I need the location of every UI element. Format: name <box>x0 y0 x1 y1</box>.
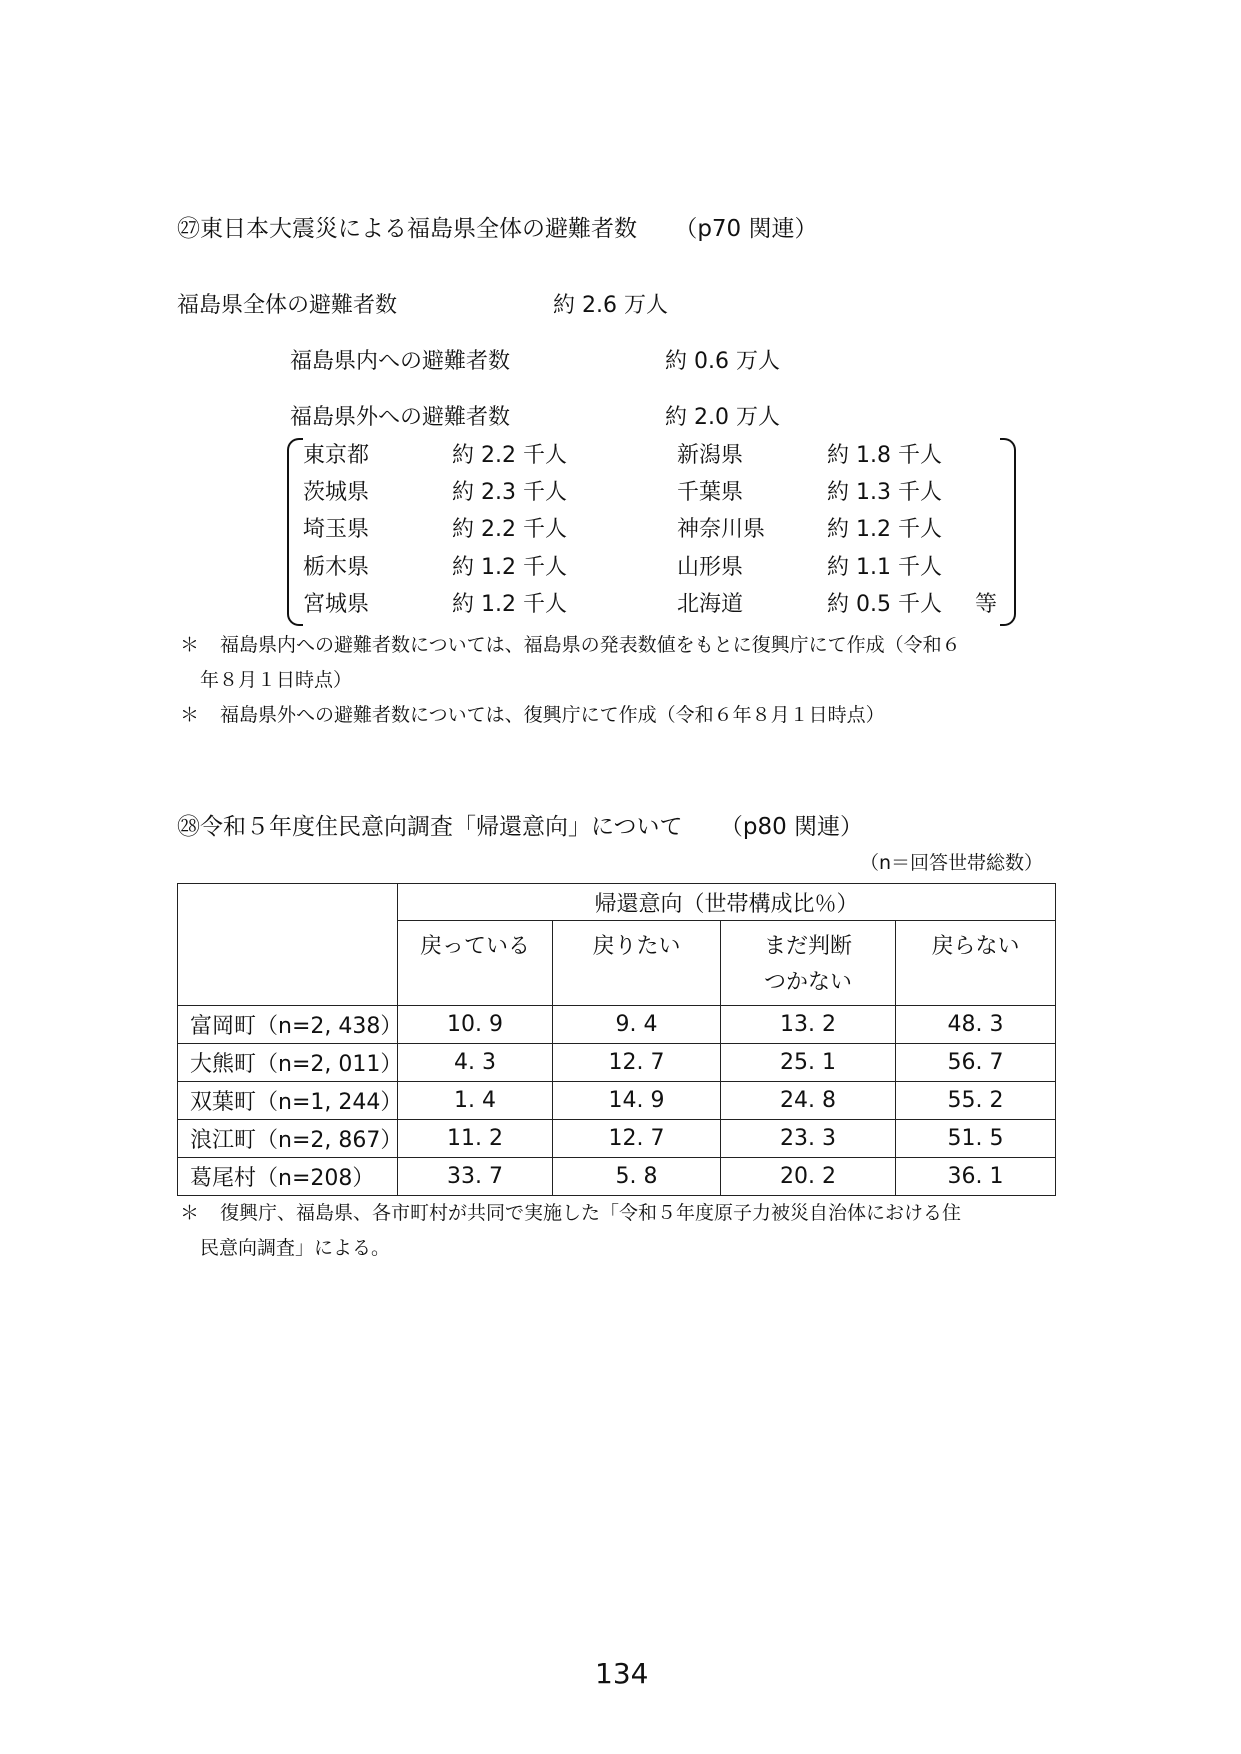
prefecture-value: 約 1.2 千人 <box>452 592 567 617</box>
table-row <box>178 1006 1056 1044</box>
prefecture-name: 神奈川県 <box>677 517 766 542</box>
column-header: 戻っている <box>398 921 553 1006</box>
prefecture-name: 山形県 <box>677 555 744 580</box>
page-number: 134 <box>595 1657 649 1690</box>
right-bracket <box>1000 438 1016 626</box>
prefecture-value: 約 0.5 千人 <box>827 592 942 617</box>
note2-text: 福島県外への避難者数については、復興庁にて作成（令和６年８月１日時点） <box>220 704 885 726</box>
note-mark: ＊ <box>180 634 200 656</box>
row-label: 大熊町（n=2, 011） <box>178 1044 398 1082</box>
table-cell: 13. 2 <box>721 1006 896 1044</box>
prefecture-name: 千葉県 <box>677 480 744 505</box>
row-label: 浪江町（n=2, 867） <box>178 1120 398 1158</box>
prefecture-value: 約 2.3 千人 <box>452 480 567 505</box>
inside-evacuees-label: 福島県内への避難者数 <box>290 349 511 374</box>
prefecture-value: 約 1.3 千人 <box>827 480 942 505</box>
table-cell: 51. 5 <box>896 1120 1056 1158</box>
note3-line1: 復興庁、福島県、各市町村が共同で実施した「令和５年度原子力被災自治体における住 <box>220 1202 962 1224</box>
prefecture-value: 約 2.2 千人 <box>452 443 567 468</box>
n-note: （n＝回答世帯総数） <box>860 852 1044 874</box>
total-evacuees-label: 福島県全体の避難者数 <box>177 293 398 318</box>
table-cell: 5. 8 <box>553 1158 721 1196</box>
row-label: 富岡町（n=2, 438） <box>178 1006 398 1044</box>
outside-evacuees-label: 福島県外への避難者数 <box>290 405 511 430</box>
table-cell: 14. 9 <box>553 1082 721 1120</box>
table-cell: 20. 2 <box>721 1158 896 1196</box>
table-cell: 25. 1 <box>721 1044 896 1082</box>
prefecture-value: 約 1.8 千人 <box>827 443 942 468</box>
column-header <box>721 921 896 1006</box>
table-row <box>178 1044 1056 1082</box>
left-bracket <box>287 438 303 626</box>
table-cell: 24. 8 <box>721 1082 896 1120</box>
table-cell: 55. 2 <box>896 1082 1056 1120</box>
column-header: 戻らない <box>896 921 1056 1006</box>
group-header: 帰還意向（世帯構成比％） <box>398 884 1056 921</box>
column-header: 戻りたい <box>553 921 721 1006</box>
prefecture-name: 栃木県 <box>303 555 370 580</box>
section27-heading <box>177 210 818 243</box>
prefecture-value: 約 1.2 千人 <box>827 517 942 542</box>
prefecture-value: 約 2.2 千人 <box>452 517 567 542</box>
prefecture-name: 新潟県 <box>677 443 744 468</box>
inside-evacuees-value: 約 0.6 万人 <box>665 349 780 374</box>
section28-heading <box>177 808 863 841</box>
row-label: 双葉町（n=1, 244） <box>178 1082 398 1120</box>
section27-title: ㉗東日本大震災による福島県全体の避難者数 <box>177 216 637 242</box>
column-header-line1: まだ判断 <box>763 934 852 959</box>
corner-cell <box>178 884 398 1006</box>
table-cell: 4. 3 <box>398 1044 553 1082</box>
prefecture-value: 約 1.1 千人 <box>827 555 942 580</box>
prefecture-name: 東京都 <box>303 443 370 468</box>
prefecture-name: 北海道 <box>677 592 744 617</box>
note-mark: ＊ <box>180 1202 200 1224</box>
table-row <box>178 1082 1056 1120</box>
table-cell: 33. 7 <box>398 1158 553 1196</box>
column-header-line2: つかない <box>763 970 852 995</box>
prefecture-value: 約 1.2 千人 <box>452 555 567 580</box>
note1-line1: 福島県内への避難者数については、福島県の発表数値をもとに復興庁にて作成（令和６ <box>220 634 961 656</box>
table-row <box>178 1120 1056 1158</box>
table-row <box>178 1158 1056 1196</box>
prefecture-name: 茨城県 <box>303 480 370 505</box>
table-cell: 10. 9 <box>398 1006 553 1044</box>
table-cell: 36. 1 <box>896 1158 1056 1196</box>
prefecture-name: 宮城県 <box>303 592 370 617</box>
etc-label: 等 <box>975 592 998 617</box>
return-intention-table <box>177 883 1056 1196</box>
prefecture-name: 埼玉県 <box>303 517 370 542</box>
table-cell: 56. 7 <box>896 1044 1056 1082</box>
table-cell: 48. 3 <box>896 1006 1056 1044</box>
note3-line2: 民意向調査」による。 <box>200 1237 391 1259</box>
row-label: 葛尾村（n=208） <box>178 1158 398 1196</box>
note-mark: ＊ <box>180 704 200 726</box>
table-cell: 9. 4 <box>553 1006 721 1044</box>
total-evacuees-value: 約 2.6 万人 <box>553 293 668 318</box>
table-cell: 23. 3 <box>721 1120 896 1158</box>
section28-ref: （p80 関連） <box>719 814 864 840</box>
section28-title: ㉘令和５年度住民意向調査「帰還意向」について <box>177 814 683 840</box>
table-cell: 11. 2 <box>398 1120 553 1158</box>
section27-ref: （p70 関連） <box>674 216 818 242</box>
table-cell: 1. 4 <box>398 1082 553 1120</box>
outside-evacuees-value: 約 2.0 万人 <box>665 405 780 430</box>
note1-line2: 年８月１日時点） <box>200 669 353 691</box>
table-cell: 12. 7 <box>553 1044 721 1082</box>
table-cell: 12. 7 <box>553 1120 721 1158</box>
